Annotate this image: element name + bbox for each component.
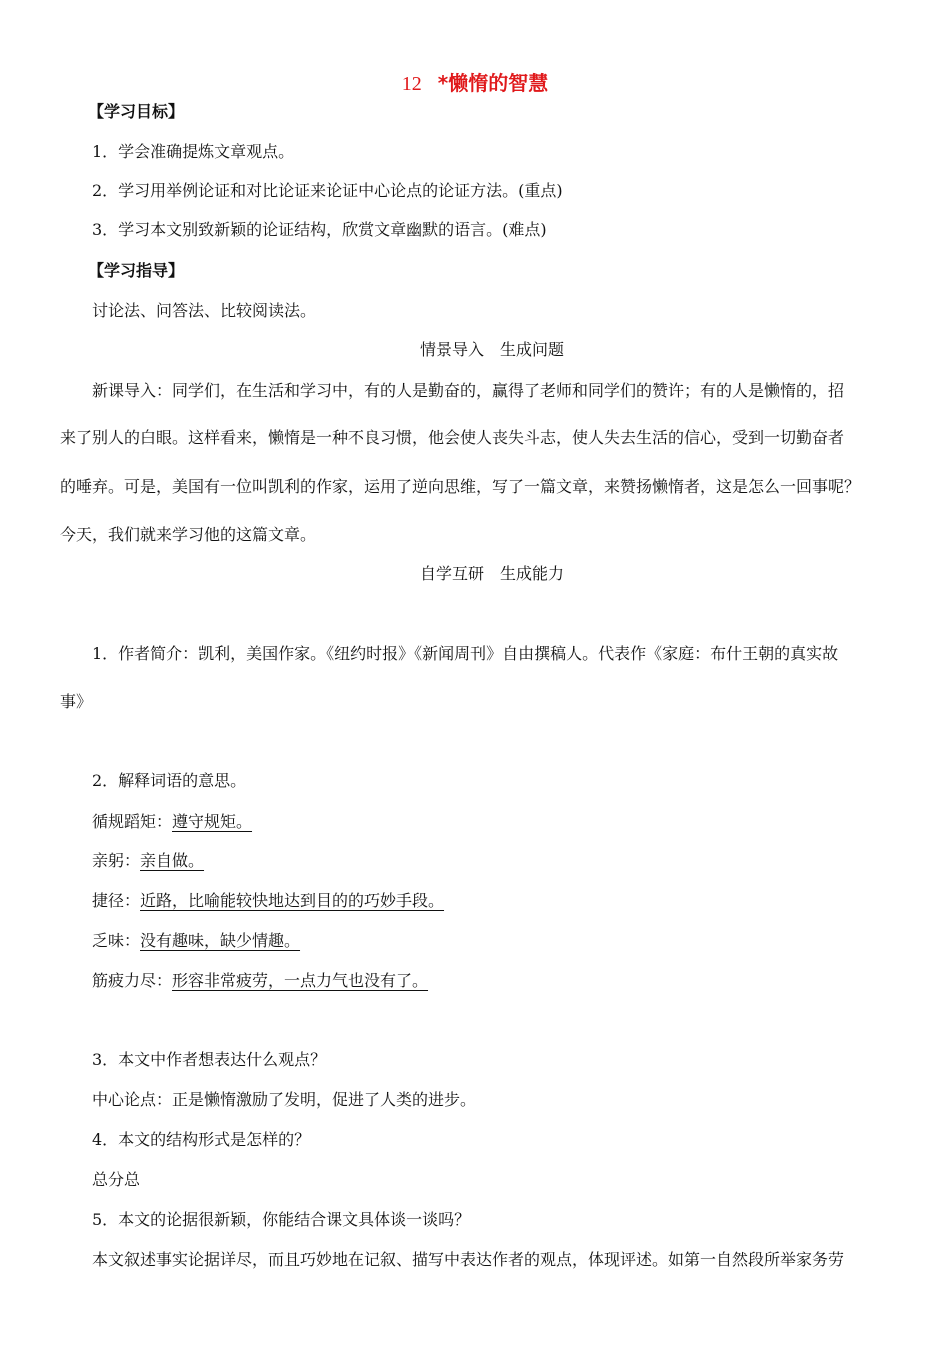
vocab-term: 亲躬： bbox=[92, 851, 141, 870]
intro-line: 来了别人的白眼。这样看来，懒惰是一种不良习惯，他会使人丧失斗志，使人失去生活的信心，受到一切勤奋者 bbox=[60, 428, 845, 447]
guidance-text: 讨论法、问答法、比较阅读法。 bbox=[92, 301, 317, 320]
intro-line: 的唾弃。可是，美国有一位叫凯利的作家，运用了逆向思维，写了一篇文章，来赞扬懒惰者，这是怎么一回事呢？ bbox=[60, 477, 861, 496]
intro-line: 新课导入：同学们，在生活和学习中，有的人是勤奋的，赢得了老师和同学们的赞许；有的人是懒惰的，招 bbox=[92, 381, 845, 400]
vocab-item bbox=[92, 931, 300, 951]
objective-item: 3．学习本文别致新颖的论证结构，欣赏文章幽默的语言。(难点) bbox=[92, 220, 547, 239]
vocab-meaning: 没有趣味，缺少情趣。 bbox=[140, 931, 301, 950]
vocab-meaning: 近路，比喻能较快地达到目的的巧妙手段。 bbox=[140, 891, 445, 910]
section-heading: 情景导入 生成问题 bbox=[419, 340, 564, 359]
vocab-item bbox=[92, 851, 204, 871]
vocab-meaning: 遵守规矩。 bbox=[172, 812, 253, 831]
vocab-meaning: 亲自做。 bbox=[140, 851, 205, 870]
vocab-item bbox=[92, 812, 252, 832]
vocab-term: 筋疲力尽： bbox=[92, 971, 173, 990]
vocab-item bbox=[92, 891, 444, 911]
lesson-number: 12 bbox=[401, 73, 422, 95]
author-intro-line: 事》 bbox=[60, 692, 93, 711]
lesson-title-text: *懒惰的智慧 bbox=[437, 71, 549, 95]
vocab-meaning: 形容非常疲劳，一点力气也没有了。 bbox=[172, 971, 429, 990]
guidance-heading: 【学习指导】 bbox=[88, 261, 185, 280]
objectives-heading: 【学习目标】 bbox=[88, 102, 185, 121]
objective-item: 2．学习用举例论证和对比论证来论证中心论点的论证方法。(重点) bbox=[92, 181, 563, 200]
answer-text: 中心论点：正是懒惰激励了发明，促进了人类的进步。 bbox=[92, 1090, 477, 1109]
answer-text: 总分总 bbox=[92, 1170, 141, 1189]
lesson-title bbox=[0, 70, 950, 97]
answer-text: 本文叙述事实论据详尽，而且巧妙地在记叙、描写中表达作者的观点，体现评述。如第一自然段所举家务劳 bbox=[92, 1250, 845, 1269]
section-heading: 自学互研 生成能力 bbox=[419, 564, 564, 583]
vocab-term: 循规蹈矩： bbox=[92, 812, 173, 831]
author-intro-line: 1．作者简介：凯利，美国作家。《纽约时报》《新闻周刊》自由撰稿人。代表作《家庭：布什王朝的真实故 bbox=[92, 644, 839, 663]
question-prompt: 4．本文的结构形式是怎样的？ bbox=[92, 1130, 311, 1149]
vocab-term: 捷径： bbox=[92, 891, 141, 910]
question-prompt: 3．本文中作者想表达什么观点？ bbox=[92, 1050, 327, 1069]
vocab-item bbox=[92, 971, 428, 991]
question-prompt: 2．解释词语的意思。 bbox=[92, 771, 247, 790]
objective-item: 1．学会准确提炼文章观点。 bbox=[92, 142, 295, 161]
intro-line: 今天，我们就来学习他的这篇文章。 bbox=[60, 525, 317, 544]
question-prompt: 5．本文的论据很新颖，你能结合课文具体谈一谈吗？ bbox=[92, 1210, 471, 1229]
vocab-term: 乏味： bbox=[92, 931, 141, 950]
